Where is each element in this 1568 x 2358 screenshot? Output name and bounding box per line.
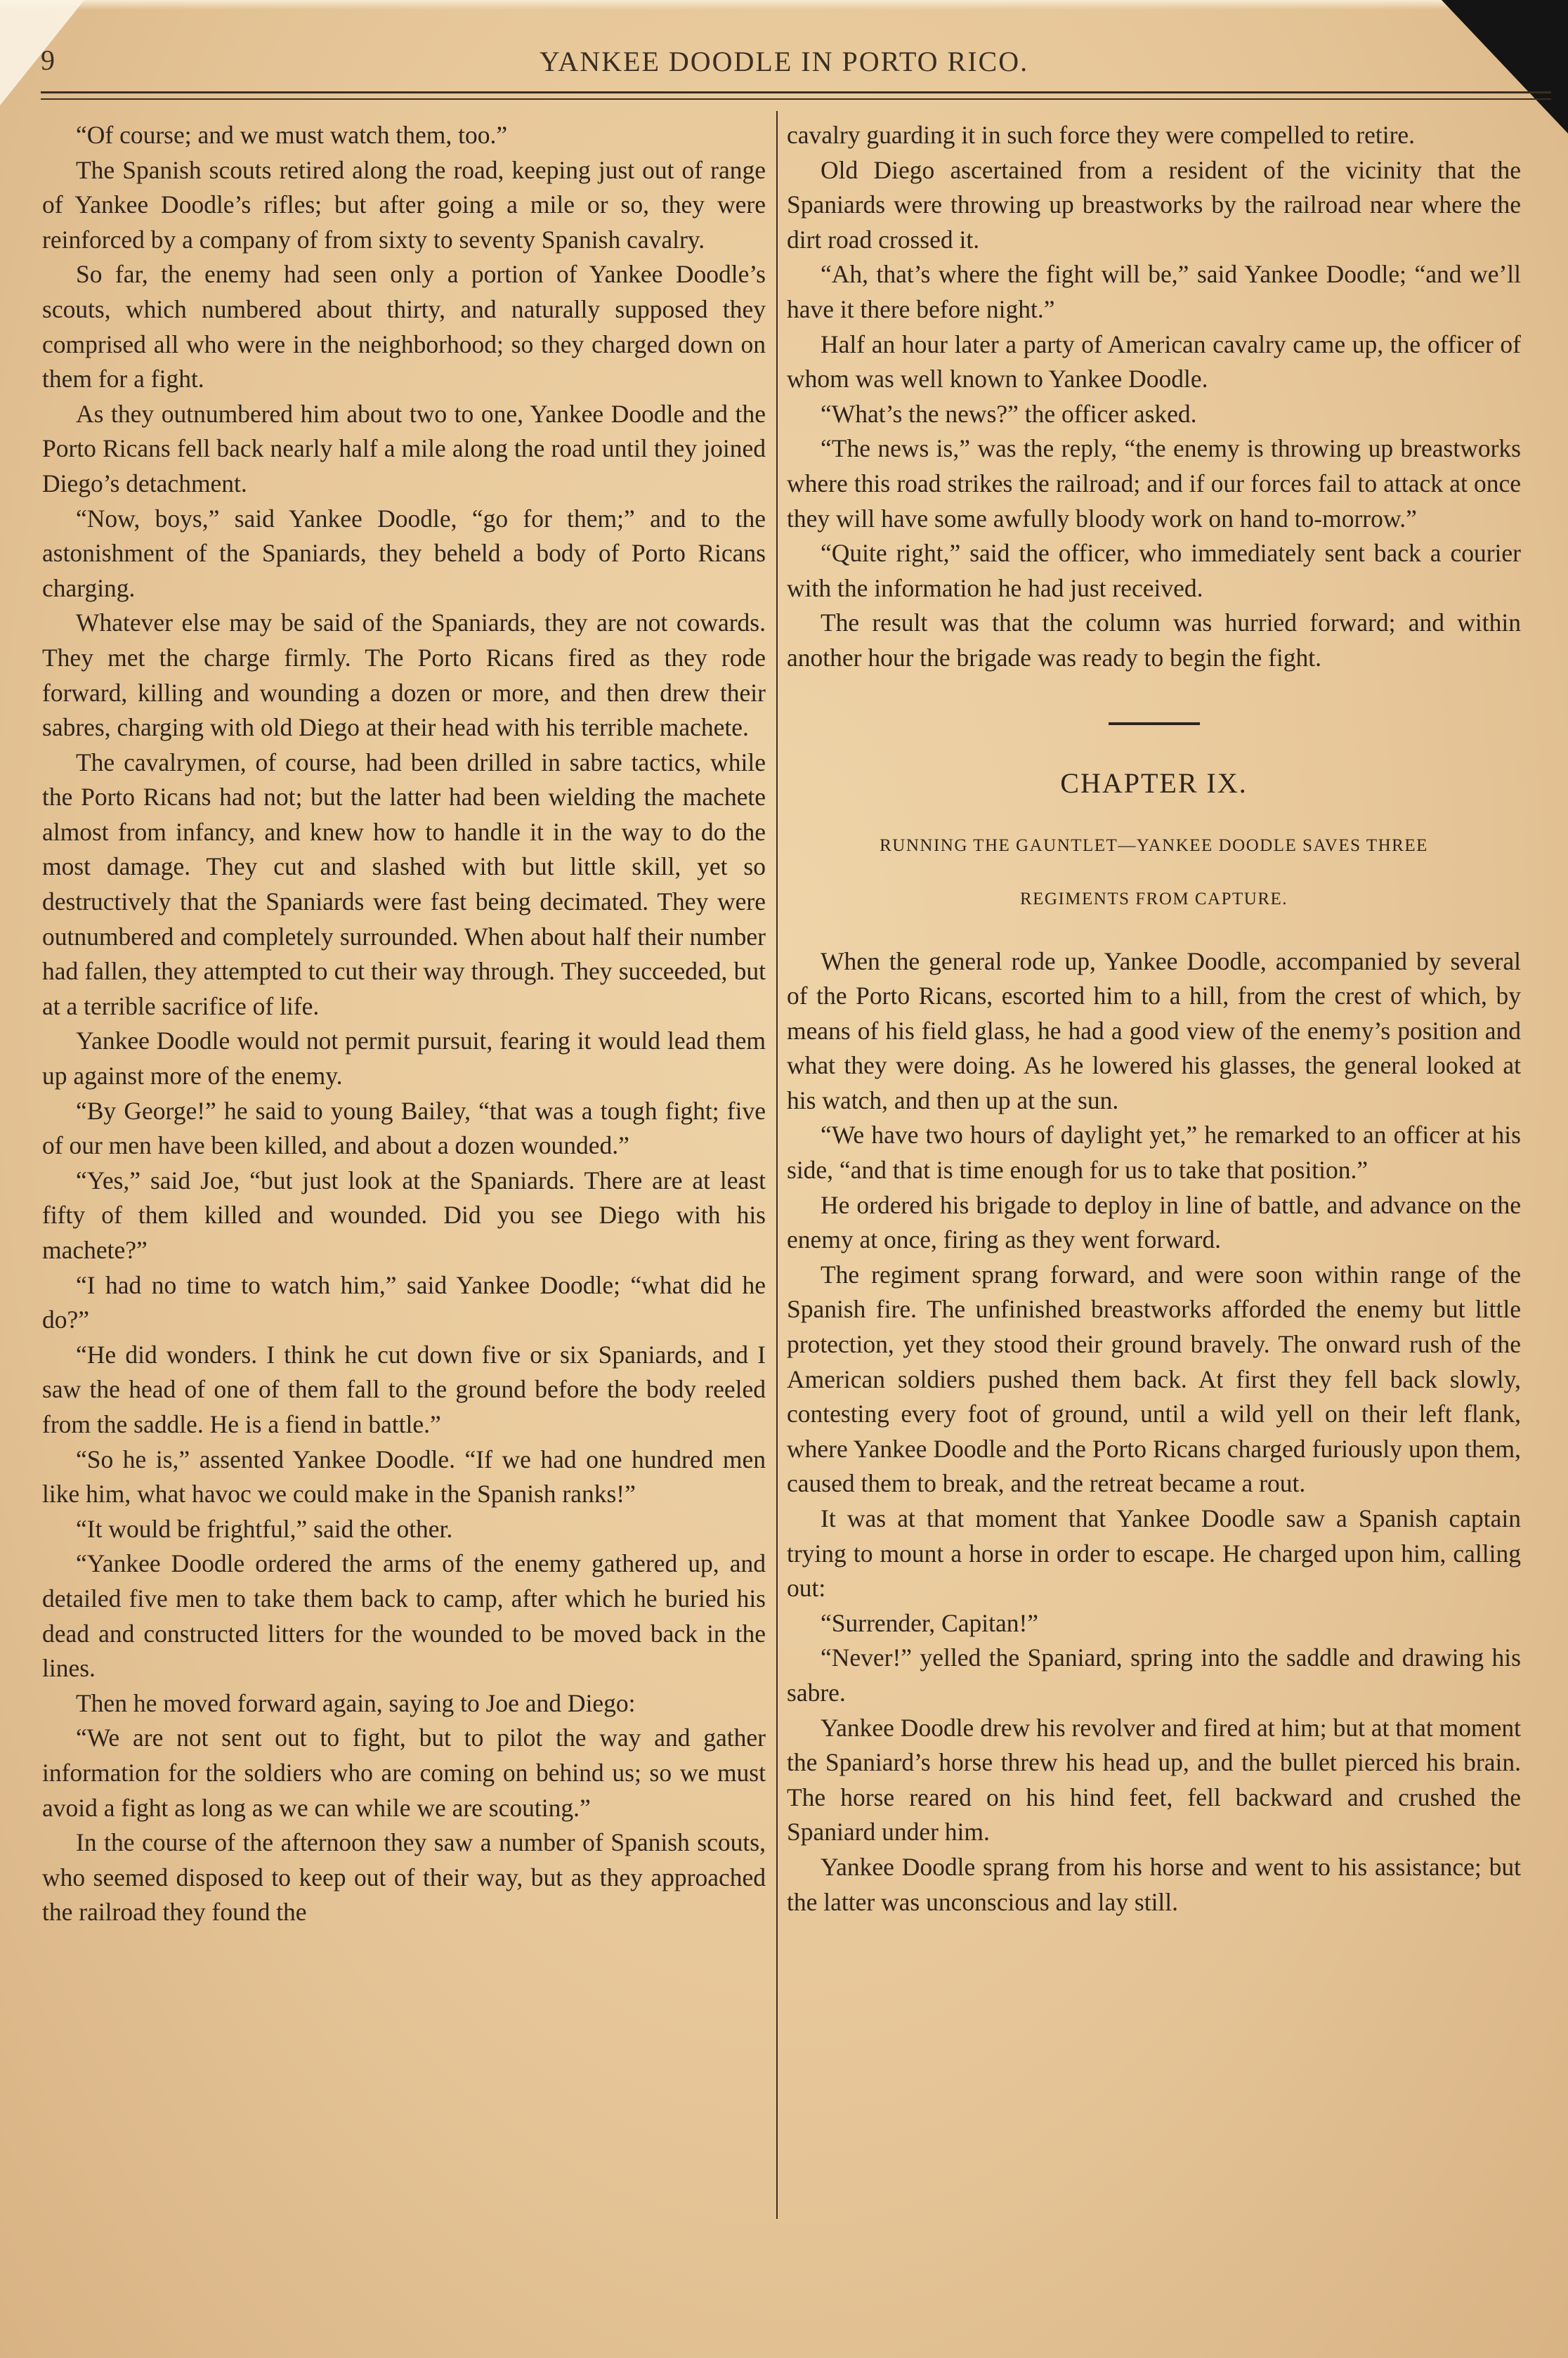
paragraph: As they outnumbered him about two to one, Yankee Doodle and the Porto Ricans fell back nearly half a mile along the road until they joined Diego’s detachment. (42, 399, 766, 497)
left-column (42, 118, 766, 1930)
paragraph: “He did wonders. I think he cut down five or six Spaniards, and I saw the head of one of them fall to the ground before the body reeled from the saddle. He is a fiend in battle.” (42, 1340, 766, 1438)
paragraph: “Surrender, Capitan!” (821, 1608, 1039, 1637)
paragraph: Old Diego ascertained from a resident of the vicinity that the Spaniards were throwing up breastworks by the railroad near where the dirt road crossed it. (787, 155, 1521, 254)
chapter-subtitle-line: REGIMENTS FROM CAPTURE. (1019, 889, 1288, 908)
paragraph: Then he moved forward again, saying to Joe and Diego: (76, 1688, 636, 1717)
paragraph: “I had no time to watch him,” said Yankee Doodle; “what did he do?” (42, 1270, 766, 1334)
paragraph: It was at that moment that Yankee Doodle saw a Spanish captain trying to mount a horse in order to escape. He charged upon him, calling out: (787, 1504, 1521, 1603)
paragraph: The regiment sprang forward, and were soon within range of the Spanish fire. The unfinished breastworks afforded the enemy but little protection, yet they stood their ground bravely. The onward rush of the American soldiers pushed them back. At first they fell back slowly, contesting every foot of ground, until a wild yell on their left flank, where Yankee Doodle and the Porto Ricans charged furiously upon them, caused them to break, and the retreat became a rout. (787, 1260, 1521, 1498)
paragraph: In the course of the afternoon they saw a number of Spanish scouts, who seemed disposed to keep out of their way, but as they approached the railroad they found the (42, 1828, 766, 1927)
paragraph: cavalry guarding it in such force they were compelled to retire. (787, 121, 1416, 149)
header-rule-top (41, 91, 1551, 93)
paragraph: “We are not sent out to fight, but to pilot the way and gather information for the soldiers who are coming on behind us; so we must avoid a fight as long as we can while we are scouting.” (42, 1724, 766, 1822)
running-title: YANKEE DOODLE IN PORTO RICO. (539, 46, 1029, 77)
chapter-divider-rule (1109, 722, 1200, 725)
paragraph: “We have two hours of daylight yet,” he remarked to an officer at his side, “and that is time enough for us to take that position.” (787, 1121, 1521, 1185)
paragraph: “The news is,” was the reply, “the enemy is throwing up breastworks where this road strikes the railroad; and if our forces fail to attack at once they will have some awfully bloody work on hand to-morrow.” (787, 434, 1521, 533)
column-divider (776, 111, 778, 2219)
header-rule-bottom (41, 98, 1551, 100)
paragraph: “Yes,” said Joe, “but just look at the Spaniards. There are at least fifty of them killed and wounded. Did you see Diego with his machete?” (42, 1166, 766, 1264)
paragraph: “Of course; and we must watch them, too.” (76, 121, 508, 149)
paragraph: “It would be frightful,” said the other. (76, 1514, 453, 1543)
chapter-subtitle (787, 819, 1521, 926)
paragraph: “Ah, that’s where the fight will be,” said Yankee Doodle; “and we’ll have it there before night.” (787, 260, 1521, 323)
paragraph: So far, the enemy had seen only a portion of Yankee Doodle’s scouts, which numbered about thirty, and naturally supposed they comprised all who were in the neighborhood; so they charged down on them for a fight. (42, 260, 766, 393)
paragraph: When the general rode up, Yankee Doodle, accompanied by several of the Porto Ricans, escorted him to a hill, from the crest of which, by means of his field glass, he had a good view of the enemy’s position and what they were doing. As he lowered his glasses, the general looked at his watch, and then up at the sun. (787, 946, 1521, 1114)
page-number: 9 (41, 44, 55, 76)
paragraph: “Yankee Doodle ordered the arms of the enemy gathered up, and detailed five men to take them back to camp, after which he buried his dead and constructed litters for the wounded to be moved back in the lines. (42, 1549, 766, 1683)
paragraph: Half an hour later a party of American cavalry came up, the officer of whom was well known to Yankee Doodle. (787, 330, 1521, 393)
paragraph: “Never!” yelled the Spaniard, spring into the saddle and drawing his sabre. (787, 1643, 1521, 1707)
paragraph: He ordered his brigade to deploy in line of battle, and advance on the enemy at once, firing as they went forward. (787, 1190, 1521, 1254)
paragraph: Whatever else may be said of the Spaniards, they are not cowards. They met the charge firmly. The Porto Ricans fired as they rode forward, killing and wounding a dozen or more, and then drew their sabres, charging with old Diego at their head with his terrible machete. (42, 608, 766, 742)
paragraph: Yankee Doodle would not permit pursuit, fearing it would lead them up against more of the enemy. (42, 1027, 766, 1090)
paragraph: The cavalrymen, of course, had been drilled in sabre tactics, while the Porto Ricans had not; but the latter had been wielding the machete almost from infancy, and knew how to handle it in the way to do the most damage. They cut and slashed with but little skill, yet so destructively that the Spaniards were fast being decimated. They were outnumbered and completely surrounded. When about half their number had fallen, they attempted to cut their way through. They succeeded, but at a terrible sacrifice of life. (42, 748, 766, 1020)
right-column (787, 118, 1521, 1920)
paragraph: “Now, boys,” said Yankee Doodle, “go for them;” and to the astonishment of the Spaniards, they beheld a body of Porto Ricans charging. (42, 504, 766, 602)
chapter-title: CHAPTER IX. (1060, 767, 1248, 799)
paragraph: “So he is,” assented Yankee Doodle. “If we had one hundred men like him, what havoc we could make in the Spanish ranks!” (42, 1445, 766, 1509)
paragraph: “By George!” he said to young Bailey, “that was a tough fight; five of our men have been killed, and about a dozen wounded.” (42, 1096, 766, 1160)
page-edge (0, 0, 1568, 10)
paragraph: “Quite right,” said the officer, who immediately sent back a courier with the information he had just received. (787, 539, 1521, 602)
chapter-subtitle-line: RUNNING THE GAUNTLET—YANKEE DOODLE SAVES THREE (880, 835, 1428, 855)
paragraph: The Spanish scouts retired along the road, keeping just out of range of Yankee Doodle’s rifles; but after going a mile or so, they were reinforced by a company of from sixty to seventy Spanish cavalry. (42, 155, 766, 254)
paragraph: “What’s the news?” the officer asked. (821, 399, 1197, 428)
paragraph: Yankee Doodle sprang from his horse and went to his assistance; but the latter was unconscious and lay still. (787, 1852, 1521, 1916)
paragraph: Yankee Doodle drew his revolver and fired at him; but at that moment the Spaniard’s horse threw his head up, and the bullet pierced his brain. The horse reared on his hind feet, fell backward and crushed the Spaniard under him. (787, 1713, 1521, 1846)
paragraph: The result was that the column was hurried forward; and within another hour the brigade was ready to begin the fight. (787, 608, 1521, 672)
